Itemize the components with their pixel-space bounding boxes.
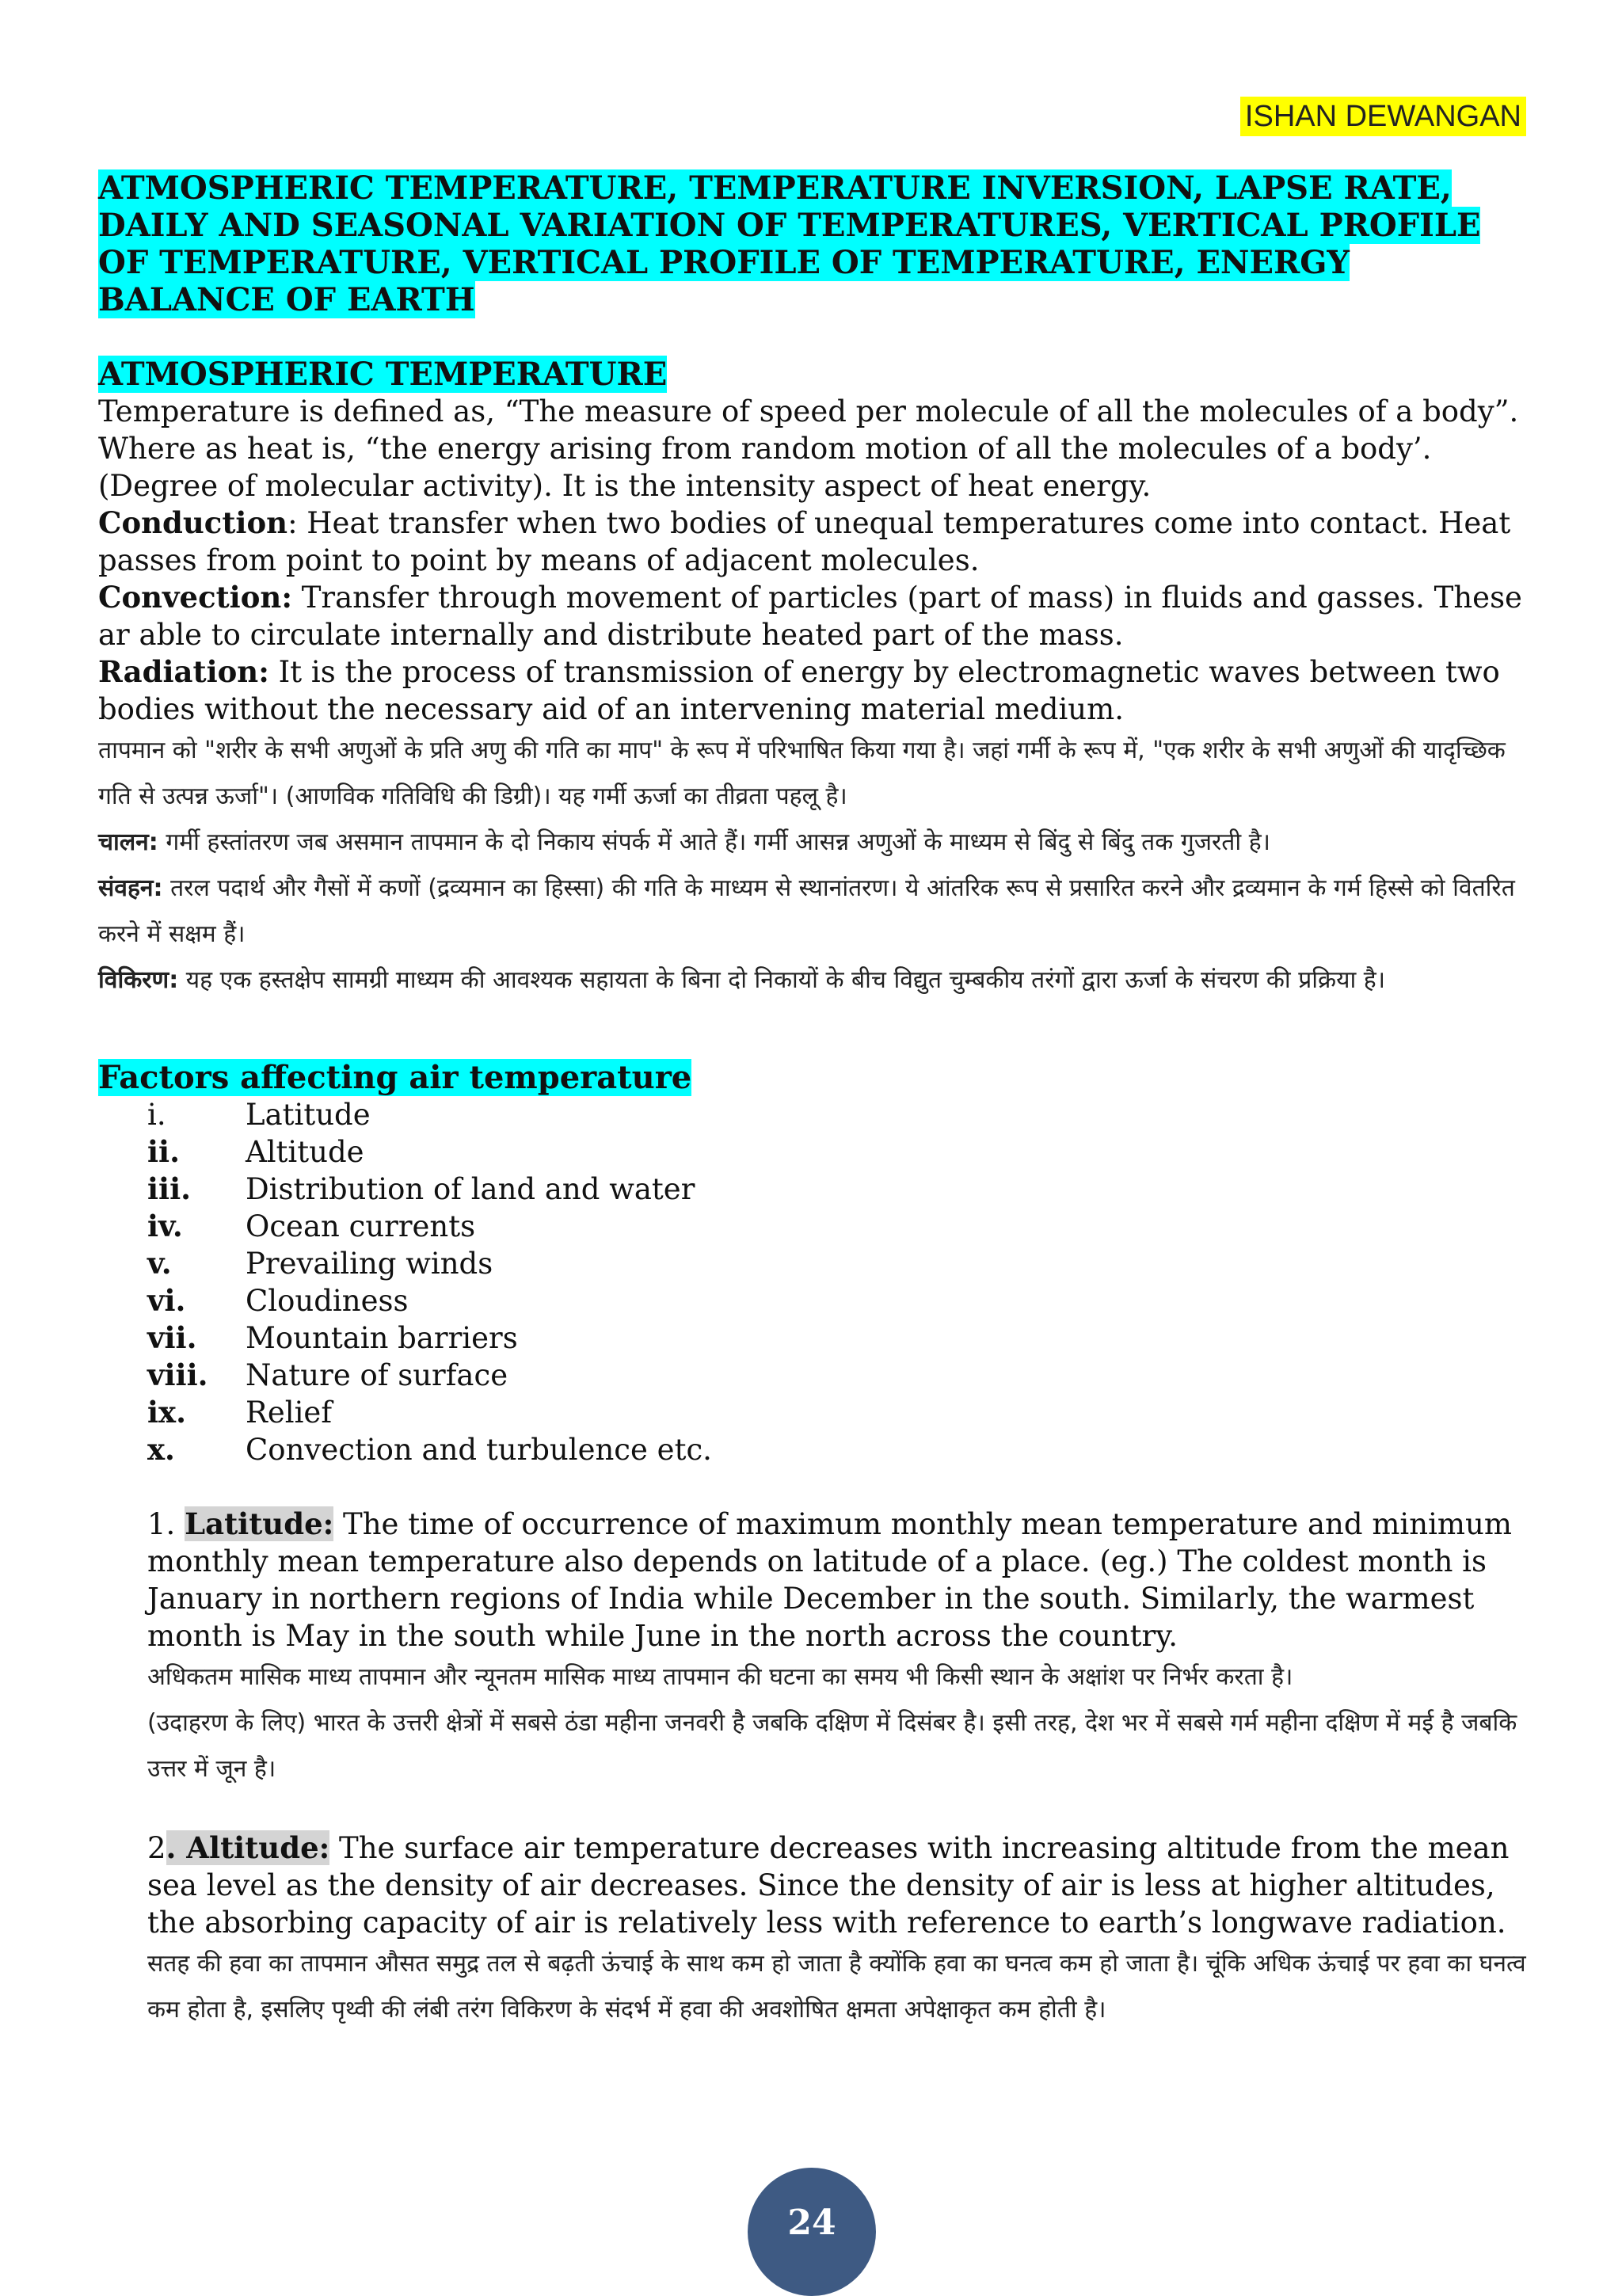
list-item-number: vi.	[147, 1283, 186, 1318]
list-item-label: Altitude	[246, 1135, 364, 1169]
list-item-number: viii.	[147, 1357, 208, 1392]
list-item-label: Nature of surface	[246, 1358, 508, 1392]
temperature-definition: Temperature is defined as, “The measure of speed per molecule of all the molecules of a body”. Where as heat is, “the energy arising from random motion of all the molecules of a body’. (Degree of molecular activity). It is the intensity aspect of heat energy.	[98, 394, 1519, 503]
list-item-number: vii.	[147, 1320, 197, 1355]
convection-label: Convection:	[98, 580, 292, 615]
list-item-label: Relief	[246, 1395, 333, 1430]
radiation-text: It is the process of transmission of energy by electromagnetic waves between two bodies without the necessary aid of an intervening material medium.	[98, 655, 1500, 726]
page-number: 24	[787, 2203, 836, 2243]
latitude-number: 1.	[147, 1507, 185, 1541]
section-heading-factors	[98, 1059, 1533, 1096]
convection-text: Transfer through movement of particles (part of mass) in fluids and gasses. These ar able to circulate internally and distribute heated part of the mass.	[98, 581, 1522, 652]
list-item-label: Distribution of land and water	[246, 1172, 695, 1206]
radiation-label: Radiation:	[98, 654, 269, 689]
list-item	[147, 1171, 1533, 1208]
list-item-number: iv.	[147, 1209, 183, 1243]
hindi-radiation-text: यह एक हस्तक्षेप सामग्री माध्यम की आवश्यक सहायता के बिना दो निकायों के बीच विद्युत चुम्बकीय तरंगों द्वारा ऊर्जा के संचरण की प्रक्रिया है।	[178, 966, 1386, 994]
section-heading-text: ATMOSPHERIC TEMPERATURE	[98, 356, 668, 393]
hindi-altitude-paragraph: सतह की हवा का तापमान औसत समुद्र तल से बढ़ती ऊंचाई के साथ कम हो जाता है क्योंकि हवा का घनत्व कम हो जाता है। चूंकि अधिक ऊंचाई पर हवा का घनत्व कम होता है, इसलिए पृथ्वी की लंबी तरंग विकिरण के संदर्भ में हवा की अवशोषित क्षमता अपेक्षाकृत कम होती है।	[147, 1950, 1526, 2024]
list-item-number: x.	[147, 1432, 175, 1467]
hindi-convection-paragraph	[98, 866, 1533, 958]
list-item-label: Prevailing winds	[246, 1247, 493, 1281]
list-item	[147, 1245, 1533, 1282]
list-item-number: ii.	[147, 1134, 180, 1169]
list-item-number: iii.	[147, 1171, 192, 1206]
page-content	[98, 169, 1533, 2033]
altitude-text: The surface air temperature decreases with increasing altitude from the mean sea level as the density of air decreases. Since the density of air is less at higher altitudes, the absorbing capacity of air is relatively less with reference to earth’s longwave radiation.	[147, 1831, 1510, 1940]
conduction-paragraph	[98, 505, 1533, 579]
section-heading-atmospheric-temperature	[98, 356, 1533, 393]
list-item-label: Convection and turbulence etc.	[246, 1433, 712, 1467]
list-item	[147, 1319, 1533, 1357]
list-item	[147, 1394, 1533, 1431]
altitude-label: . Altitude:	[166, 1830, 330, 1865]
document-title	[98, 169, 1533, 318]
altitude-paragraph	[147, 1830, 1533, 1941]
list-item	[147, 1282, 1533, 1319]
radiation-paragraph	[98, 653, 1533, 728]
latitude-paragraph	[147, 1506, 1533, 1654]
list-item-label: Ocean currents	[246, 1209, 476, 1243]
list-item-number: v.	[147, 1246, 172, 1281]
list-item	[147, 1133, 1533, 1171]
hindi-conduction-label: चालन:	[98, 828, 158, 856]
factors-heading-text: Factors affecting air temperature	[98, 1059, 692, 1096]
hindi-conduction-paragraph	[98, 820, 1533, 866]
altitude-section	[98, 1830, 1533, 2033]
document-title-text: ATMOSPHERIC TEMPERATURE, TEMPERATURE INVERSION, LAPSE RATE, DAILY AND SEASONAL VARIATION OF TEMPERATURES, VERTICAL PROFILE OF TEMPERATURE, VERTICAL PROFILE OF TEMPERATURE, ENERGY BALANCE OF EARTH	[98, 169, 1481, 318]
list-item-label: Latitude	[246, 1098, 371, 1132]
hindi-temperature-definition: तापमान को "शरीर के सभी अणुओं के प्रति अणु की गति का माप" के रूप में परिभाषित किया गया है। जहां गर्मी के रूप में, "एक शरीर के सभी अणुओं की यादृच्छिक गति से उत्पन्न ऊर्जा"। (आणविक गतिविधि की डिग्री)। यह गर्मी ऊर्जा का तीव्रता पहलू है।	[98, 737, 1506, 810]
hindi-latitude-paragraph-2: (उदाहरण के लिए) भारत के उत्तरी क्षेत्रों में सबसे ठंडा महीना जनवरी है जबकि दक्षिण में दिसंबर है। इसी तरह, देश भर में सबसे गर्म महीना दक्षिण में मई है जबकि उत्तर में जून है।	[147, 1709, 1517, 1783]
factors-list	[98, 1096, 1533, 1468]
page-number-badge	[748, 2168, 876, 2296]
altitude-number: 2	[147, 1831, 166, 1865]
latitude-text: The time of occurrence of maximum monthly mean temperature and minimum monthly mean temperature also depends on latitude of a place. (eg.) The coldest month is January in northern regions of India while December in the south. Similarly, the warmest month is May in the south while June in the north across the country.	[147, 1507, 1512, 1653]
list-item	[147, 1208, 1533, 1245]
convection-paragraph	[98, 579, 1533, 653]
hindi-latitude-paragraph-1: अधिकतम मासिक माध्य तापमान और न्यूनतम मासिक माध्य तापमान की घटना का समय भी किसी स्थान के अक्षांश पर निर्भर करता है।	[147, 1663, 1293, 1691]
latitude-label: Latitude:	[185, 1506, 334, 1541]
list-item-label: Mountain barriers	[246, 1321, 518, 1355]
hindi-convection-text: तरल पदार्थ और गैसों में कणों (द्रव्यमान का हिस्सा) की गति के माध्यम से स्थानांतरण। ये आंतरिक रूप से प्रसारित करने और द्रव्यमान के गर्म हिस्से को वितरित करने में सक्षम हैं।	[98, 874, 1515, 948]
list-item-label: Cloudiness	[246, 1284, 409, 1318]
hindi-conduction-text: गर्मी हस्तांतरण जब असमान तापमान के दो निकाय संपर्क में आते हैं। गर्मी आसन्न अणुओं के माध्यम से बिंदु से बिंदु तक गुजरती है।	[158, 828, 1270, 856]
list-item-number: ix.	[147, 1395, 186, 1430]
hindi-convection-label: संवहन:	[98, 874, 163, 902]
hindi-radiation-paragraph	[98, 958, 1533, 1003]
list-item	[147, 1096, 1533, 1133]
conduction-text: : Heat transfer when two bodies of unequal temperatures come into contact. Heat passes from point to point by means of adjacent molecules.	[98, 506, 1511, 577]
conduction-label: Conduction	[98, 505, 288, 540]
list-item	[147, 1431, 1533, 1468]
list-item-number: i.	[147, 1098, 166, 1132]
latitude-section	[98, 1506, 1533, 1792]
hindi-radiation-label: विकिरण:	[98, 966, 179, 994]
author-name: ISHAN DEWANGAN	[1240, 97, 1526, 136]
list-item	[147, 1357, 1533, 1394]
